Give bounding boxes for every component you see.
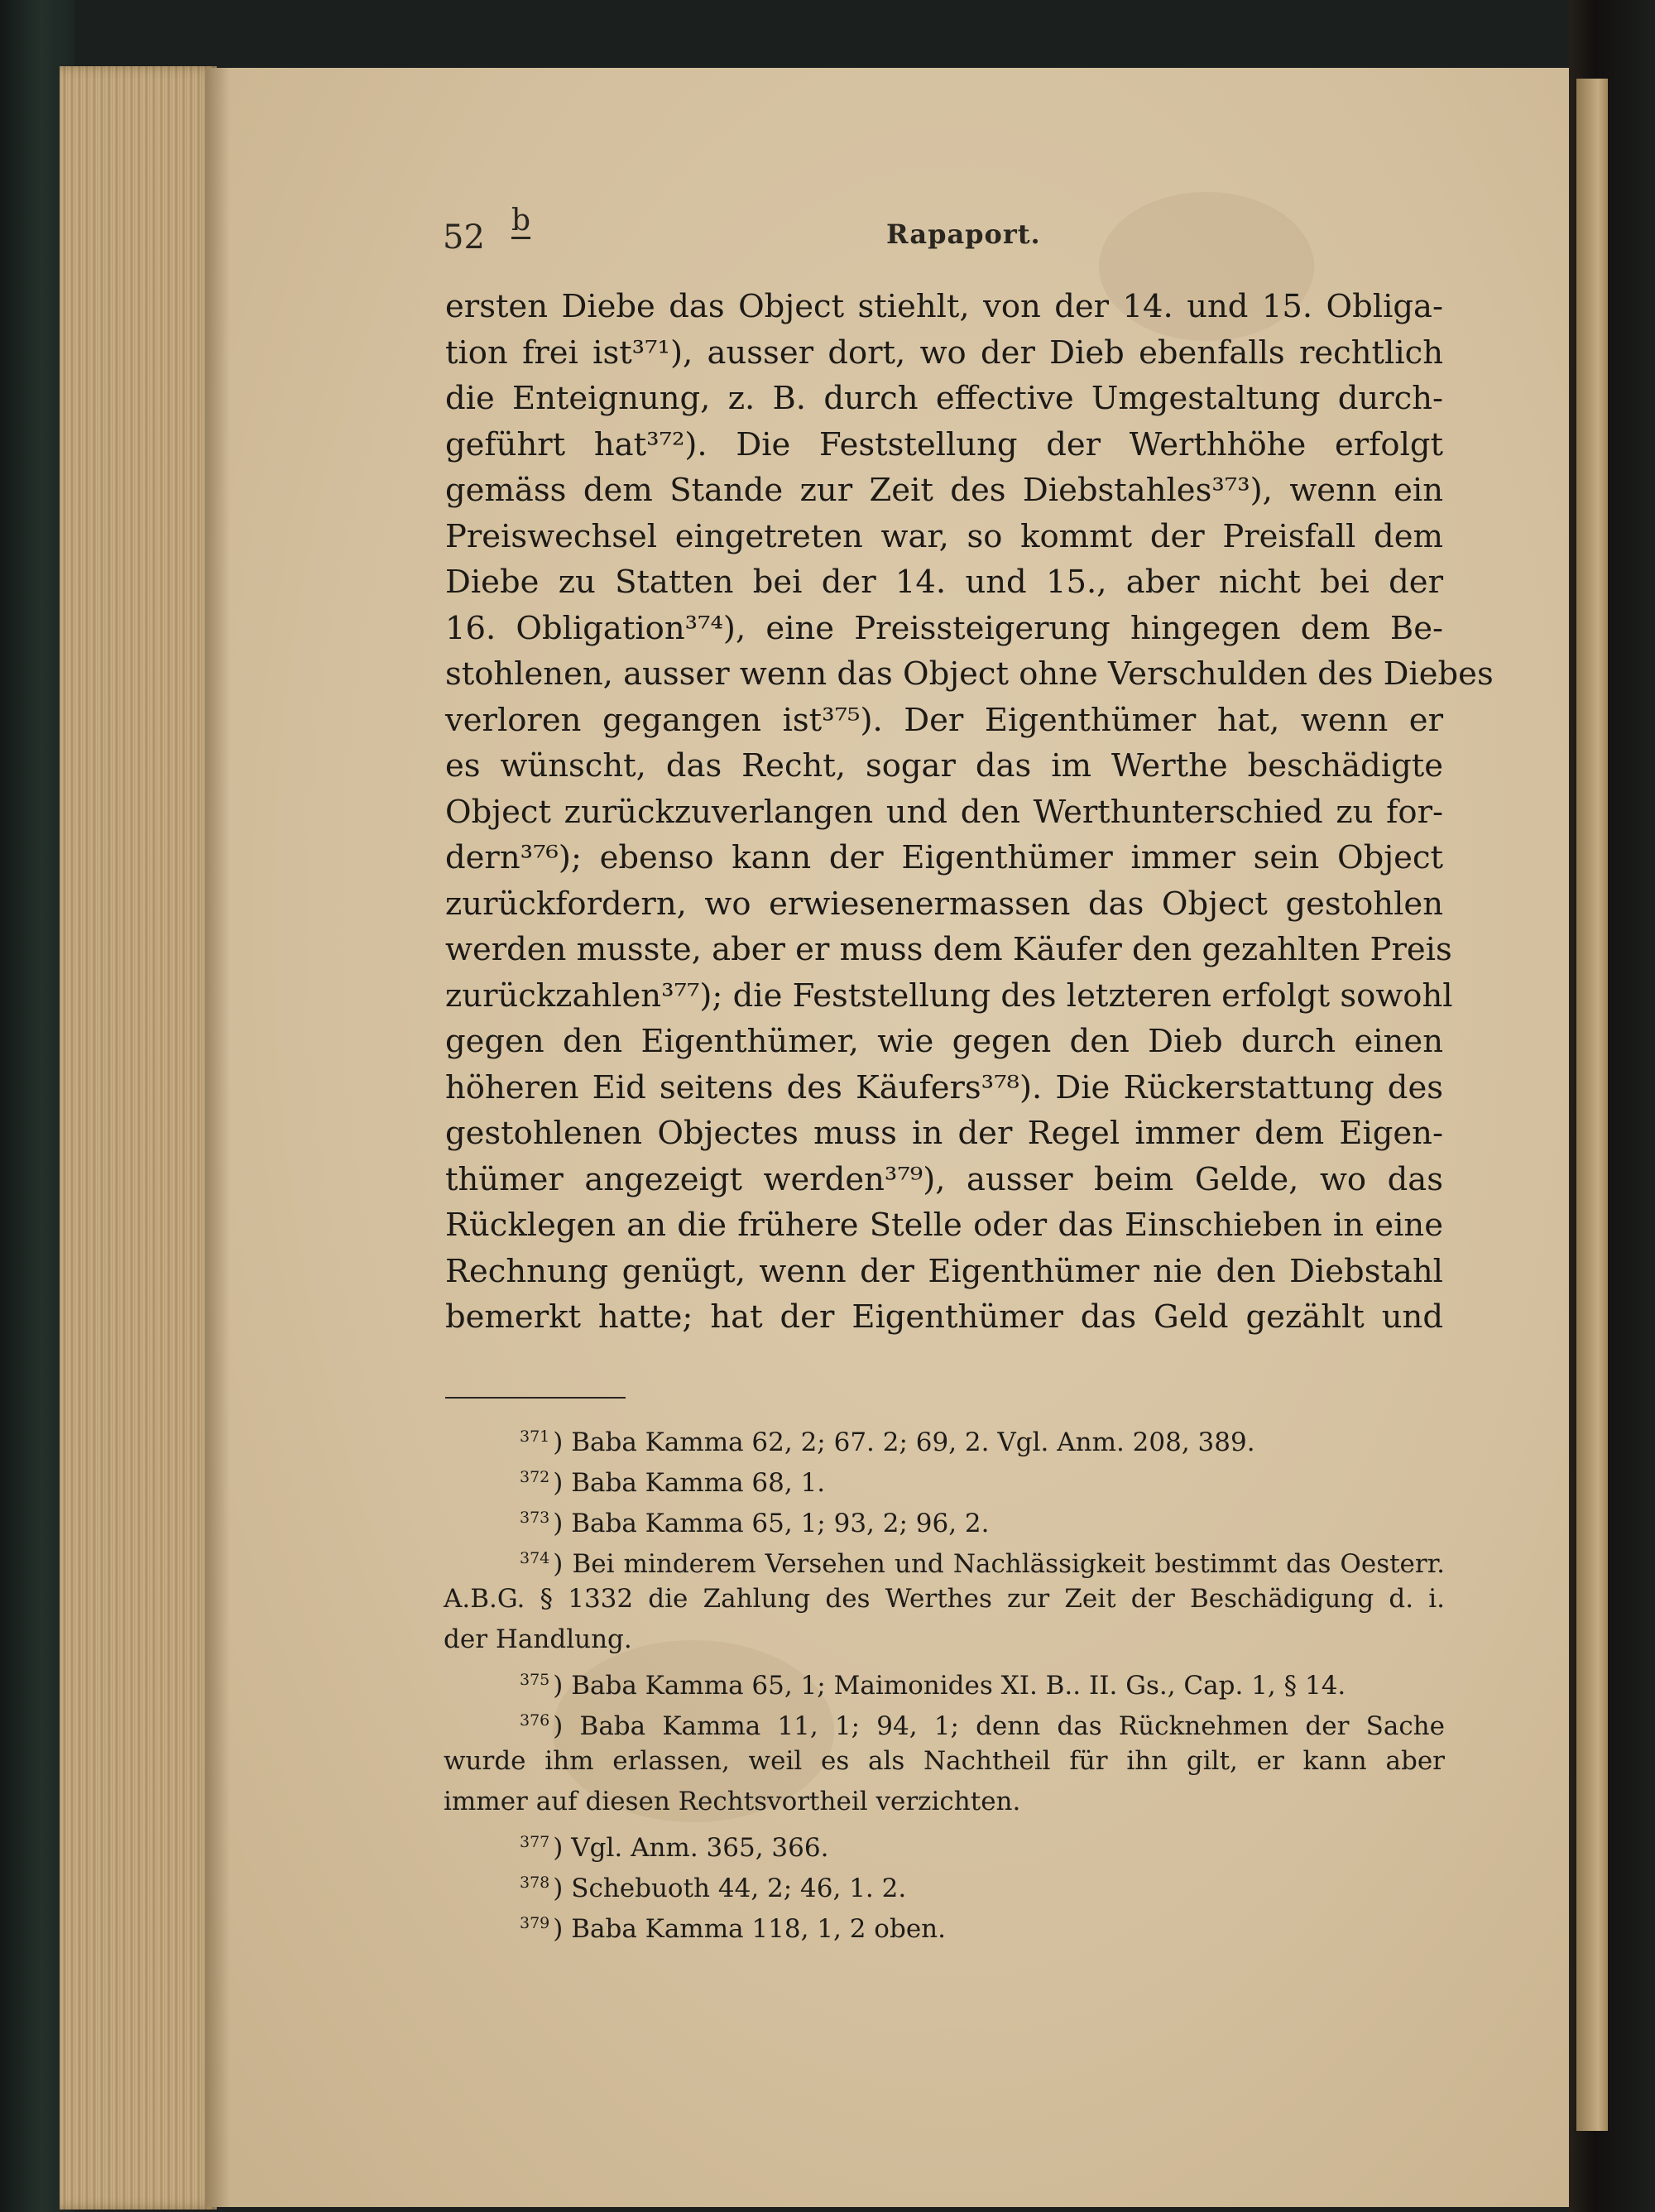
text-line: verloren gegangen ist³⁷⁵). Der Eigenthümer hat, wenn er (445, 701, 1443, 739)
footnote-text: der Handlung. (444, 1624, 632, 1654)
footnote-mark: 379 (520, 1914, 550, 1932)
main-text (445, 284, 1494, 1341)
footnote-mark: 376 (520, 1711, 550, 1730)
running-head: Rapaport. (886, 218, 1041, 250)
footnote-376 (444, 1701, 1445, 1741)
page-number: 52 (443, 218, 485, 257)
footnote-mark: 373 (520, 1509, 550, 1527)
page-block-edges (60, 66, 217, 2210)
text-line: Object zurückzuverlangen und den Werthunterschied zu for- (445, 793, 1443, 831)
text-line: Rücklegen an die frühere Stelle oder das Einschieben in eine (445, 1207, 1443, 1244)
footnote-375 (444, 1660, 1445, 1701)
text-line: die Enteignung, z. B. durch effective Umgestaltung durch- (445, 380, 1443, 417)
page-gutter-shadow (205, 68, 230, 2207)
text-line: 16. Obligation³⁷⁴), eine Preissteigerung hingegen dem Be- (445, 609, 1443, 647)
footnote-separator-rule (445, 1397, 626, 1399)
text-line: höheren Eid seitens des Käufers³⁷⁸). Die Rückerstattung des (445, 1068, 1443, 1106)
footnote-371 (444, 1417, 1445, 1457)
text-line: werden musste, aber er muss dem Käufer den gezahlten Preis (445, 931, 1452, 968)
footnote-376-cont (444, 1741, 1445, 1782)
page-number-suffix: b (511, 204, 531, 238)
footnote-text: ) Baba Kamma 65, 1; 93, 2; 96, 2. (553, 1509, 990, 1538)
footnote-mark: 375 (520, 1671, 550, 1689)
text-line: gegen den Eigenthümer, wie gegen den Dieb durch einen (445, 1023, 1443, 1060)
footnote-text: ) Baba Kamma 118, 1, 2 oben. (553, 1914, 946, 1944)
footnote-377 (444, 1822, 1445, 1863)
footnote-mark: 374 (520, 1549, 550, 1567)
facing-page-edge (1576, 79, 1608, 2131)
text-line: gestohlenen Objectes muss in der Regel immer dem Eigen- (445, 1115, 1443, 1152)
text-line: zurückzahlen³⁷⁷); die Feststellung des letzteren erfolgt sowohl (445, 976, 1453, 1015)
text-line: zurückfordern, wo erwiesenermassen das Object gestohlen (445, 885, 1443, 923)
footnote-378 (444, 1863, 1445, 1903)
footnote-374-cont (444, 1619, 1445, 1660)
text-line: geführt hat³⁷²). Die Feststellung der Werthhöhe erfolgt (445, 425, 1443, 463)
footnote-text: ) Baba Kamma 11, 1; 94, 1; denn das Rücknehmen der Sache (553, 1711, 1445, 1741)
footnote-mark: 378 (520, 1874, 550, 1892)
text-line: tion frei ist³⁷¹), ausser dort, wo der Dieb ebenfalls rechtlich (445, 333, 1443, 372)
footnote-text: ) Vgl. Anm. 365, 366. (553, 1833, 829, 1863)
footnote-text: ) Baba Kamma 68, 1. (553, 1468, 826, 1498)
footnote-text: ) Schebuoth 44, 2; 46, 1. 2. (553, 1874, 907, 1903)
text-line: es wünscht, das Recht, sogar das im Werthe beschädigte (445, 747, 1443, 785)
footnote-372 (444, 1457, 1445, 1498)
text-line: ersten Diebe das Object stiehlt, von der 14. und 15. Obliga- (445, 288, 1443, 325)
footnote-text: ) Bei minderem Versehen und Nachlässigkeit bestimmt das Oesterr. (553, 1549, 1445, 1579)
footnote-mark: 377 (520, 1833, 550, 1851)
footnote-text: wurde ihm erlassen, weil es als Nachtheil für ihn gilt, er kann aber (444, 1746, 1445, 1776)
text-line: dern³⁷⁶); ebenso kann der Eigenthümer immer sein Object (445, 839, 1443, 876)
footnote-376-cont (444, 1782, 1445, 1822)
footnote-text: ) Baba Kamma 65, 1; Maimonides XI. B.. II. Gs., Cap. 1, § 14. (553, 1671, 1346, 1701)
footnote-374 (444, 1538, 1445, 1579)
text-line: gemäss dem Stande zur Zeit des Diebstahles³⁷³), wenn ein (445, 472, 1443, 509)
footnote-text: immer auf diesen Rechtsvortheil verzichten. (444, 1787, 1021, 1816)
footnote-text: ) Baba Kamma 62, 2; 67. 2; 69, 2. Vgl. Anm. 208, 389. (553, 1427, 1255, 1457)
text-line: Rechnung genügt, wenn der Eigenthümer nie den Diebstahl (445, 1252, 1443, 1290)
text-line: Preiswechsel eingetreten war, so kommt der Preisfall dem (445, 517, 1443, 555)
footnote-text: A.B.G. § 1332 die Zahlung des Werthes zur Zeit der Beschädigung d. i. (444, 1584, 1445, 1614)
footnote-373 (444, 1498, 1445, 1538)
text-line: stohlenen, ausser wenn das Object ohne Verschulden des Diebes (445, 655, 1494, 693)
page-header (443, 204, 1444, 263)
footnote-mark: 371 (520, 1427, 550, 1446)
footnote-379 (444, 1903, 1445, 1944)
footnotes (444, 1417, 1445, 1944)
footnote-374-cont (444, 1579, 1445, 1619)
text-line: thümer angezeigt werden³⁷⁹), ausser beim Gelde, wo das (445, 1160, 1443, 1198)
text-line: bemerkt hatte; hat der Eigenthümer das Geld gezählt und (445, 1298, 1443, 1336)
footnote-mark: 372 (520, 1468, 550, 1486)
text-line: Diebe zu Statten bei der 14. und 15., aber nicht bei der (445, 564, 1443, 601)
